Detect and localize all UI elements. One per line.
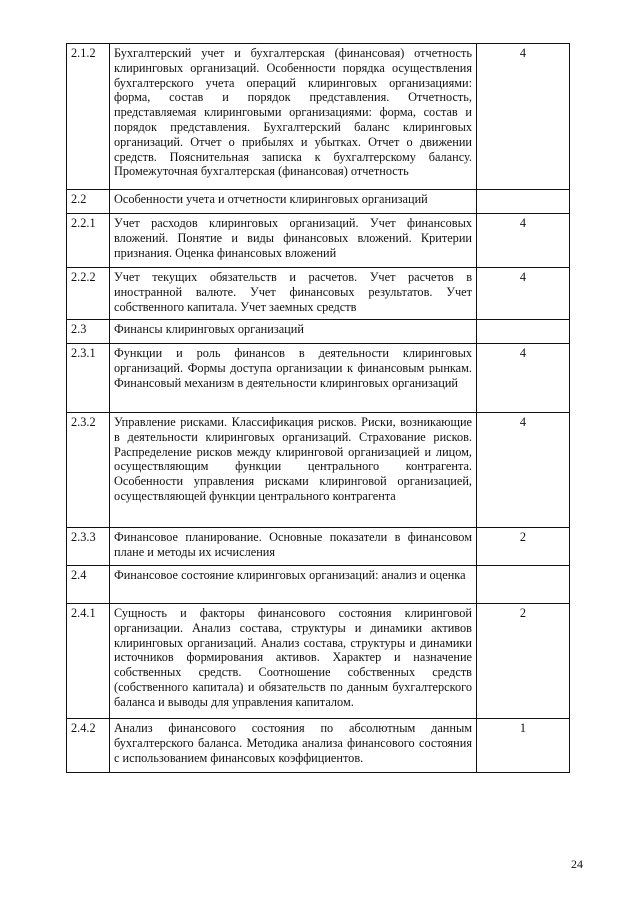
table-row xyxy=(67,719,570,773)
row-description: Финансовое планирование. Основные показатели в финансовом плане и методы их исчисления xyxy=(110,528,477,566)
row-description: Управление рисками. Классификация рисков. Риски, возникающие в деятельности клиринговых организаций. Страхование рисков. Распределение рисков между клиринговой организацией и лицом, осуществляющим функции центрального контрагента. Особенности управления рисками клиринговой организацией, осуществляющей функции центрального контрагента xyxy=(110,413,477,528)
row-hours: 1 xyxy=(477,719,570,773)
page-number: 24 xyxy=(571,857,583,871)
row-hours: 4 xyxy=(477,413,570,528)
row-hours xyxy=(477,566,570,604)
row-description: Финансы клиринговых организаций xyxy=(110,320,477,344)
table-row xyxy=(67,268,570,320)
table-row xyxy=(67,344,570,413)
row-number: 2.2.2 xyxy=(67,268,110,320)
row-description: Финансовое состояние клиринговых организаций: анализ и оценка xyxy=(110,566,477,604)
curriculum-table xyxy=(66,43,570,773)
row-description: Бухгалтерский учет и бухгалтерская (финансовая) отчетность клиринговых организаций. Особенности порядка осуществления бухгалтерского учета операций клиринговых организациями: форма, состав и порядок представления. Отчетность, представляемая клиринговыми организациями: форма, состав и порядок представления. Бухгалтерский баланс клиринговых организаций. Отчет о прибылях и убытках. Отчет о движении средств. Пояснительная записка к бухгалтерскому балансу. Промежуточная бухгалтерская (финансовая) отчетность xyxy=(110,44,477,190)
row-hours: 4 xyxy=(477,268,570,320)
row-number: 2.3.3 xyxy=(67,528,110,566)
table-row xyxy=(67,44,570,190)
row-description: Сущность и факторы финансового состояния клиринговой организации. Анализ состава, структуры и динамики активов клиринговых организаций. Анализ состава, структуры и динамики источников формирования активов. Характер и назначение собственных средств. Соотношение собственных средств (собственного капитала) и обязательств по данным бухгалтерского баланса и выводы для управления капиталом. xyxy=(110,604,477,719)
table-row xyxy=(67,190,570,214)
row-number: 2.3.1 xyxy=(67,344,110,413)
row-description: Учет текущих обязательств и расчетов. Учет расчетов в иностранной валюте. Учет финансовых результатов. Учет собственного капитала. Учет заемных средств xyxy=(110,268,477,320)
table-row xyxy=(67,320,570,344)
row-description: Учет расходов клиринговых организаций. Учет финансовых вложений. Понятие и виды финансовых вложений. Критерии признания. Оценка финансовых вложений xyxy=(110,214,477,268)
row-number: 2.3.2 xyxy=(67,413,110,528)
row-description: Функции и роль финансов в деятельности клиринговых организаций. Формы доступа организации к финансовым рынкам. Финансовый механизм в деятельности клиринговых организаций xyxy=(110,344,477,413)
row-hours xyxy=(477,320,570,344)
table-row xyxy=(67,566,570,604)
row-hours: 2 xyxy=(477,604,570,719)
row-number: 2.1.2 xyxy=(67,44,110,190)
row-hours: 4 xyxy=(477,214,570,268)
row-number: 2.4.2 xyxy=(67,719,110,773)
row-description: Особенности учета и отчетности клиринговых организаций xyxy=(110,190,477,214)
row-hours: 4 xyxy=(477,44,570,190)
row-number: 2.4.1 xyxy=(67,604,110,719)
table-row xyxy=(67,604,570,719)
table-row xyxy=(67,528,570,566)
row-hours xyxy=(477,190,570,214)
row-number: 2.2.1 xyxy=(67,214,110,268)
row-number: 2.2 xyxy=(67,190,110,214)
row-number: 2.3 xyxy=(67,320,110,344)
row-description: Анализ финансового состояния по абсолютным данным бухгалтерского баланса. Методика анализа финансового состояния с использованием финансовых коэффициентов. xyxy=(110,719,477,773)
row-hours: 2 xyxy=(477,528,570,566)
table-row xyxy=(67,413,570,528)
row-number: 2.4 xyxy=(67,566,110,604)
table-row xyxy=(67,214,570,268)
row-hours: 4 xyxy=(477,344,570,413)
